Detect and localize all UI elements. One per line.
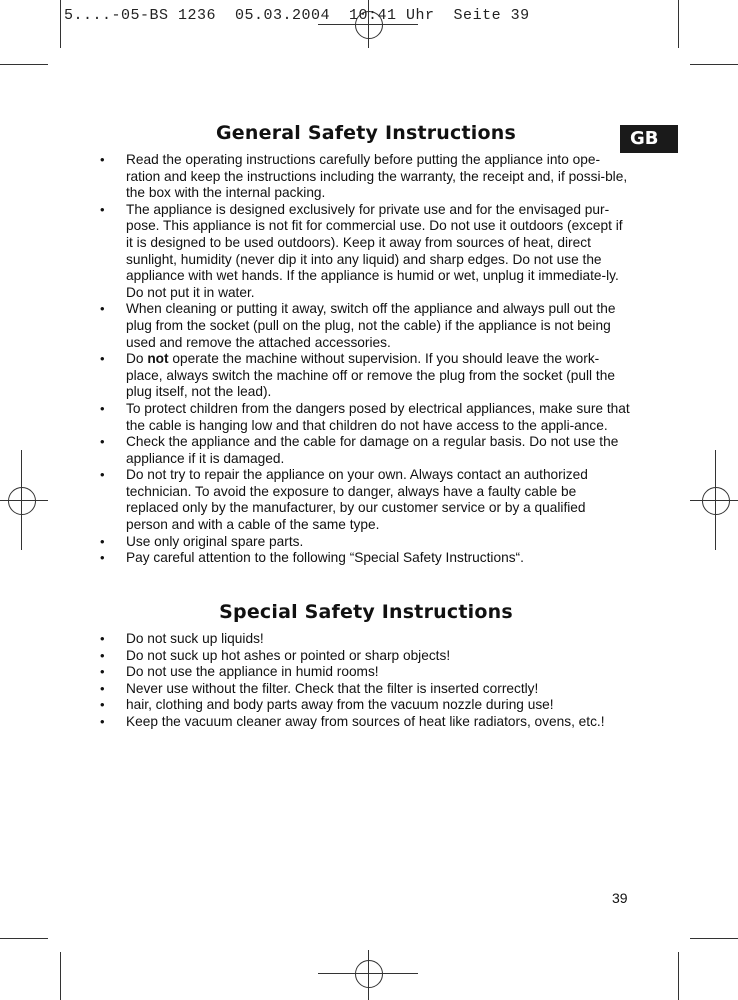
crop-mark	[690, 938, 738, 939]
list-item: • Keep the vacuum cleaner away from sources of heat like radiators, ovens, etc.!	[100, 714, 630, 731]
list-item: • Do not suck up liquids!	[100, 631, 630, 648]
list-item: • The appliance is designed exclusively for private use and for the envisaged pur-pose. This appliance is not fit for commercial use. Do not use it outdoors (except if it is designed to be used outdoors). Keep it away from sources of heat, direct sunlight, humidity (never dip it into any liquid) and sharp edges. Do not use the appliance with wet hands. If the appliance is humid or wet, unplug it immediate-ly. Do not put it in water.	[100, 202, 630, 302]
list-item: • hair, clothing and body parts away from the vacuum nozzle during use!	[100, 697, 630, 714]
general-safety-title: General Safety Instructions	[216, 122, 516, 144]
crop-mark	[60, 952, 61, 1000]
list-item: • Read the operating instructions carefully before putting the appliance into ope-ration and keep the instructions including the warranty, the receipt and, if possi-ble, the box with the internal packing.	[100, 152, 630, 202]
list-item: • Use only original spare parts.	[100, 534, 630, 551]
list-item: • Do not try to repair the appliance on your own. Always contact an authorized technician. To avoid the exposure to danger, always have a faulty cable be replaced only by the manufacturer, by our customer service or by a qualified person and with a cable of the same type.	[100, 467, 630, 533]
item-emphasis: not	[147, 351, 169, 367]
list-item: • Do not use the appliance in humid rooms!	[100, 664, 630, 681]
list-item: • Pay careful attention to the following “Special Safety Instructions“.	[100, 550, 630, 567]
general-safety-list	[100, 152, 630, 567]
crop-mark	[678, 0, 679, 48]
crop-mark	[678, 952, 679, 1000]
print-header: 5....-05-BS 1236 05.03.2004 10:41 Uhr Seite 39	[64, 7, 530, 24]
page-number: 39	[612, 890, 628, 906]
special-safety-list	[100, 631, 630, 731]
language-tab: GB	[620, 125, 678, 153]
list-item: • Never use without the filter. Check that the filter is inserted correctly!	[100, 681, 630, 698]
list-item: • Do not suck up hot ashes or pointed or sharp objects!	[100, 648, 630, 665]
item-prefix: Do	[126, 351, 148, 367]
special-safety-title: Special Safety Instructions	[219, 601, 513, 623]
list-item: • When cleaning or putting it away, switch off the appliance and always pull out the plug from the socket (pull on the plug, not the cable) if the appliance is not being used and remove the attached accessories.	[100, 301, 630, 351]
crop-mark	[690, 64, 738, 65]
list-item: • To protect children from the dangers posed by electrical appliances, make sure that the cable is hanging low and that children do not have access to the appli-ance.	[100, 401, 630, 434]
list-item	[100, 351, 630, 401]
crop-mark	[0, 938, 48, 939]
crop-mark	[60, 0, 61, 48]
item-rest: operate the machine without supervision. If you should leave the work-place, always switch the machine off or remove the plug from the socket (pull the plug itself, not the lead).	[126, 351, 615, 400]
crop-mark	[0, 64, 48, 65]
list-item: • Check the appliance and the cable for damage on a regular basis. Do not use the appliance if it is damaged.	[100, 434, 630, 467]
